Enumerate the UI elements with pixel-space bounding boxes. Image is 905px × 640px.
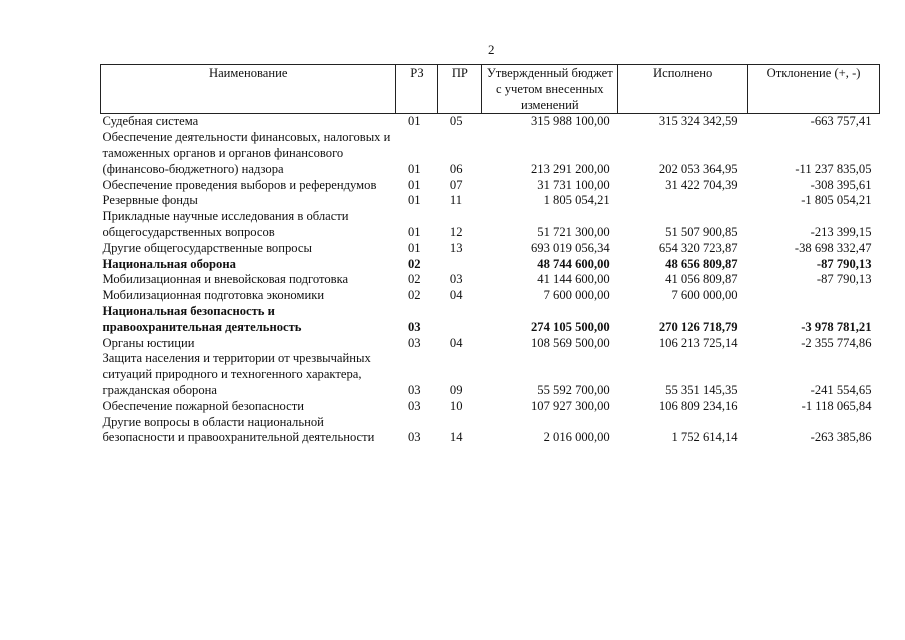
row-rz: 01 <box>407 114 421 129</box>
table-row <box>101 304 880 336</box>
row-deviation: -308 395,61 <box>810 177 872 192</box>
header-rz: РЗ <box>396 65 438 114</box>
table-row <box>101 193 880 209</box>
row-pr: 06 <box>449 161 463 176</box>
header-deviation: Отклонение (+, -) <box>748 65 880 114</box>
row-executed: 106 213 725,14 <box>658 335 738 350</box>
row-name: Национальная оборона <box>102 256 236 271</box>
table-body <box>101 114 880 446</box>
row-approved: 108 569 500,00 <box>531 335 610 350</box>
row-executed: 31 422 704,39 <box>665 177 738 192</box>
row-approved: 31 731 100,00 <box>537 177 610 192</box>
row-deviation: -87 790,13 <box>816 272 872 287</box>
row-pr <box>438 257 482 273</box>
row-approved: 213 291 200,00 <box>531 161 610 176</box>
row-name: Защита населения и территории от чрезвычайных ситуаций природного и техногенного характера, гражданская оборона <box>102 351 371 397</box>
row-executed: 315 324 342,59 <box>658 114 738 129</box>
row-approved: 315 988 100,00 <box>531 114 610 129</box>
row-pr: 07 <box>449 177 463 192</box>
row-deviation: -87 790,13 <box>816 256 872 271</box>
row-name: Национальная безопасность и правоохранительная деятельность <box>102 303 302 334</box>
row-name: Обеспечение проведения выборов и референдумов <box>102 177 377 192</box>
table-row <box>101 336 880 352</box>
table-row <box>101 288 880 304</box>
row-name: Мобилизационная и вневойсковая подготовка <box>102 272 349 287</box>
row-pr: 14 <box>449 430 463 445</box>
row-deviation: -11 237 835,05 <box>795 161 872 176</box>
header-executed: Исполнено <box>618 65 748 114</box>
table-row <box>101 178 880 194</box>
row-approved: 2 016 000,00 <box>543 430 610 445</box>
row-approved: 48 744 600,00 <box>537 256 610 271</box>
table-row <box>101 209 880 241</box>
row-executed: 202 053 364,95 <box>658 161 738 176</box>
row-pr: 05 <box>449 114 463 129</box>
row-rz: 01 <box>407 177 421 192</box>
table-row <box>101 130 880 177</box>
table-row <box>101 241 880 257</box>
row-deviation: -1 118 065,84 <box>801 398 872 413</box>
row-rz: 01 <box>407 224 421 239</box>
row-deviation: -241 554,65 <box>810 382 872 397</box>
row-executed: 654 320 723,87 <box>658 240 738 255</box>
row-rz: 03 <box>407 335 421 350</box>
row-deviation <box>748 288 880 304</box>
row-approved: 274 105 500,00 <box>531 319 610 334</box>
row-executed: 106 809 234,16 <box>658 398 738 413</box>
row-rz: 02 <box>407 288 421 303</box>
row-deviation: -263 385,86 <box>810 430 872 445</box>
row-approved: 51 721 300,00 <box>537 224 610 239</box>
header-name: Наименование <box>101 65 396 114</box>
table-header <box>101 65 880 114</box>
row-rz: 03 <box>407 382 421 397</box>
row-name: Другие вопросы в области национальной безопасности и правоохранительной деятельности <box>102 414 375 445</box>
row-name: Обеспечение пожарной безопасности <box>102 398 305 413</box>
row-rz: 03 <box>407 430 421 445</box>
row-rz: 01 <box>407 193 421 208</box>
row-executed: 1 752 614,14 <box>671 430 738 445</box>
page-number: 2 <box>488 42 495 57</box>
row-executed: 51 507 900,85 <box>665 224 738 239</box>
row-deviation: -663 757,41 <box>810 114 872 129</box>
row-rz: 02 <box>407 272 421 287</box>
row-name: Судебная система <box>102 114 199 129</box>
row-deviation: -1 805 054,21 <box>801 193 872 208</box>
row-name: Другие общегосударственные вопросы <box>102 240 312 255</box>
row-pr: 13 <box>449 240 463 255</box>
row-name: Мобилизационная подготовка экономики <box>102 288 325 303</box>
row-executed: 41 056 809,87 <box>665 272 738 287</box>
header-approved: Утвержденный бюджет с учетом внесенных изменений <box>482 65 618 114</box>
header-pr: ПР <box>438 65 482 114</box>
table-row <box>101 399 880 415</box>
row-executed: 270 126 718,79 <box>658 319 738 334</box>
row-rz: 03 <box>407 398 421 413</box>
row-pr: 11 <box>449 193 463 208</box>
row-deviation: -213 399,15 <box>810 224 872 239</box>
table-row <box>101 257 880 273</box>
table-row <box>101 351 880 398</box>
row-pr <box>438 304 482 336</box>
row-pr: 09 <box>449 382 463 397</box>
row-rz: 03 <box>407 319 421 334</box>
row-name: Прикладные научные исследования в области общегосударственных вопросов <box>102 209 349 239</box>
row-rz: 01 <box>407 240 421 255</box>
row-approved: 693 019 056,34 <box>531 240 610 255</box>
row-approved: 7 600 000,00 <box>543 288 610 303</box>
row-deviation: -38 698 332,47 <box>794 240 872 255</box>
row-name: Резервные фонды <box>102 193 198 208</box>
row-approved: 55 592 700,00 <box>537 382 610 397</box>
row-pr: 04 <box>449 288 463 303</box>
row-rz: 02 <box>407 256 421 271</box>
table-row <box>101 415 880 447</box>
row-pr: 04 <box>449 335 463 350</box>
row-rz: 01 <box>407 161 421 176</box>
row-approved: 41 144 600,00 <box>537 272 610 287</box>
row-deviation: -3 978 781,21 <box>801 319 872 334</box>
row-name: Органы юстиции <box>102 335 195 350</box>
row-pr: 03 <box>449 272 463 287</box>
row-pr: 10 <box>449 398 463 413</box>
budget-execution-table <box>100 64 880 446</box>
table-row <box>101 114 880 130</box>
row-executed: 55 351 145,35 <box>665 382 738 397</box>
row-name: Обеспечение деятельности финансовых, налоговых и таможенных органов и органов финансового (финансово-бюджетного) надзора <box>102 130 391 176</box>
row-executed: 7 600 000,00 <box>671 288 738 303</box>
row-approved: 1 805 054,21 <box>543 193 610 208</box>
row-executed: 48 656 809,87 <box>665 256 738 271</box>
table-row <box>101 272 880 288</box>
row-deviation: -2 355 774,86 <box>801 335 872 350</box>
row-executed <box>618 193 748 209</box>
row-approved: 107 927 300,00 <box>531 398 610 413</box>
row-pr: 12 <box>449 224 463 239</box>
